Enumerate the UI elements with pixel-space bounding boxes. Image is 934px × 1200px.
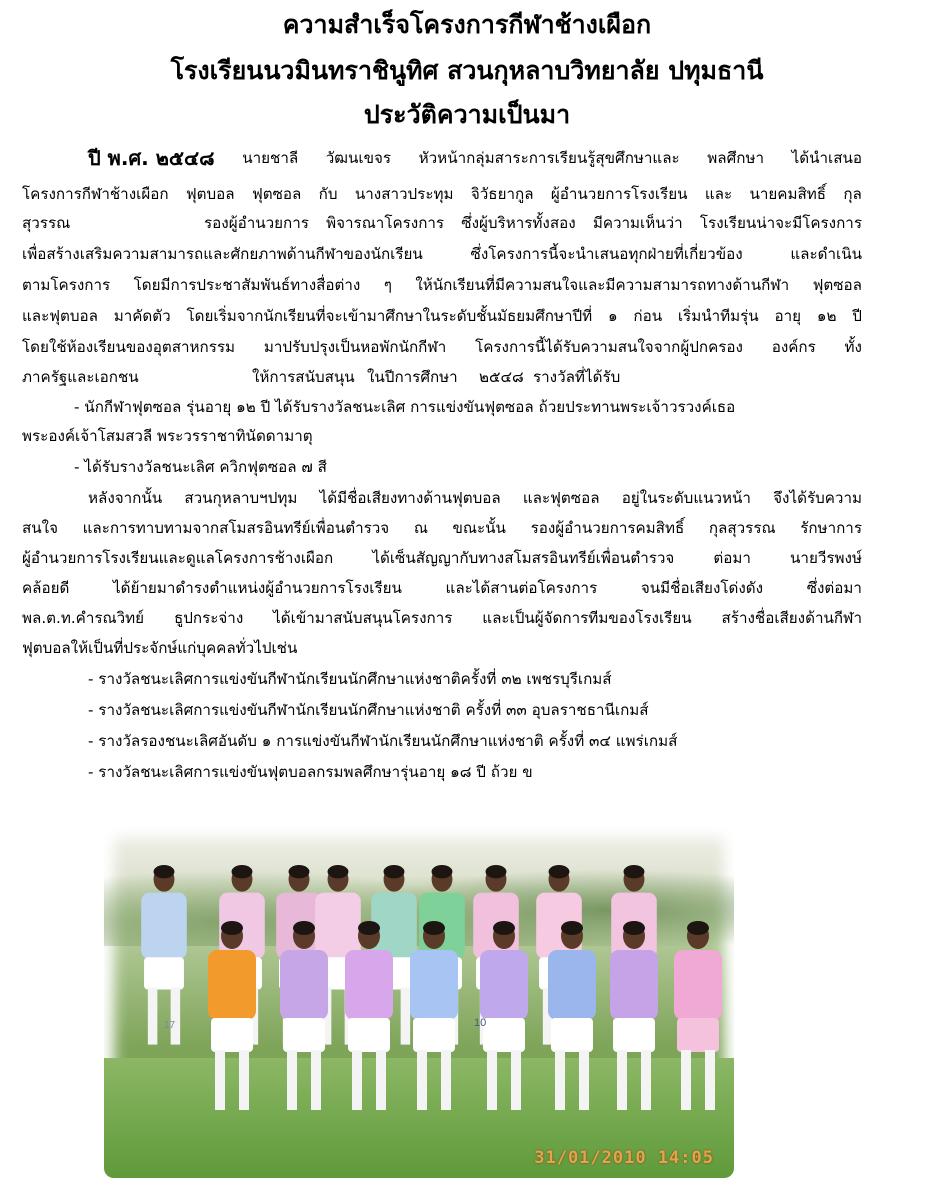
text-word: สร้างชื่อเสียงด้านกีฬา (721, 609, 862, 627)
text-word: มาปรับปรุงเป็นหอพักนักกีฬา (263, 338, 447, 356)
text-word: เริ่มนำทีมรุ่น (677, 307, 759, 325)
text-word: ผู้อำนวยการโรงเรียนและดูแลโครงการช้างเผือก (22, 549, 334, 567)
text-word: กุลสุวรรณ (708, 519, 776, 537)
text-word: ได้ย้ายมาดำรงตำแหน่งผู้อำนวยการโรงเรียน (112, 579, 402, 597)
school-name: โรงเรียนนวมินทราชินูทิศ สวนกุหลาบวิทยาลัย ปทุมธานี (170, 56, 764, 85)
text-word: ตามโครงการ (22, 276, 111, 294)
text-word: โครงการกีฬาช้างเผือก (22, 185, 169, 203)
text-word: หัวหน้ากลุ่มสาระการเรียนรู้สุขศึกษาและ (418, 149, 680, 167)
photo-timestamp: 31/01/2010 14:05 (534, 1148, 714, 1168)
text-word: ๒๕๔๘ (479, 368, 524, 386)
text-word: ก่อน (633, 307, 663, 325)
text-word: และได้สานต่อโครงการ (445, 579, 598, 597)
text-word: จนมีชื่อเสียงโด่งดัง (640, 579, 764, 597)
text-word: ซึ่งโครงการนี้จะนำเสนอทุกฝ่ายที่เกี่ยวข้อง (470, 245, 743, 263)
text-word: ได้เซ็นสัญญากับทางสโมสรอินทรีย์เพื่อนตำรวจ (372, 549, 675, 567)
text-word: สวนกุหลาบฯปทุม (184, 489, 298, 507)
text-word: ธูปกระจ่าง (173, 609, 244, 627)
text-word: โรงเรียนน่าจะมีโครงการ (699, 214, 862, 232)
text-word: ได้นำเสนอ (791, 149, 862, 167)
text-word: คล้อยดี (22, 579, 70, 597)
text-word: ภาครัฐและเอกชน (22, 368, 139, 386)
text-word: ในปีการศึกษา (367, 368, 458, 386)
text-word: ต่อมา (713, 549, 751, 567)
text-word: มาคัดตัว (113, 307, 171, 325)
section-heading: ประวัติความเป็นมา (363, 100, 571, 129)
para2-line (88, 488, 862, 508)
intro-line (22, 306, 862, 326)
intro-line (22, 244, 862, 264)
para2-line (22, 518, 862, 538)
text-word: ฟุตซอล (812, 276, 862, 294)
text-word: ได้เข้ามาสนับสนุนโครงการ (273, 609, 453, 627)
para2-line (22, 578, 862, 598)
text-word: และฟุตบอล (22, 307, 98, 325)
para2-line (22, 548, 862, 568)
text-word: โดยใช้ห้องเรียนของอุตสาหกรรม (22, 338, 236, 356)
text-word: นายคมสิทธิ์ (749, 185, 826, 203)
award-item-continued: พระองค์เจ้าโสมสวลี พระวรราชาทินัดดามาตุ (22, 427, 313, 445)
player-back-row (141, 865, 187, 1045)
text-word: เพื่อสร้างเสริมความสามารถและศักยภาพด้านกีฬาของนักเรียน (22, 245, 423, 263)
text-word: องค์กร (771, 338, 816, 356)
text-word: ๑๒ (816, 307, 837, 325)
text-word: สุวรรณ (22, 214, 71, 232)
text-word: ๑ (607, 307, 618, 325)
text-word: กุล (843, 185, 862, 203)
text-word: รองผู้อำนวยการคมสิทธิ์ (530, 519, 685, 537)
year-label: ปี พ.ศ. ๒๕๔๘ (88, 146, 215, 170)
text-word: ฟุตซอล (251, 185, 302, 203)
players-illustration (104, 826, 734, 1178)
text-word: นายวีรพงษ์ (790, 549, 862, 567)
text-word: ได้มีชื่อเสียงทางด้านฟุตบอล (319, 489, 501, 507)
text-word: โครงการนี้ได้รับความสนใจจากผู้ปกครอง (475, 338, 743, 356)
intro-line (22, 367, 862, 387)
jersey-number: 10 (474, 1017, 487, 1029)
text-word: และฟุตซอล (522, 489, 600, 507)
text-word: ทั้ง (844, 338, 862, 356)
intro-line (22, 184, 862, 204)
text-word: พิจารณาโครงการ (326, 214, 445, 232)
para2-line (22, 608, 862, 628)
award-list-item: - รางวัลชนะเลิศการแข่งขันกีฬานักเรียนนักศึกษาแห่งชาติครั้งที่ ๓๒ เพชรบุรีเกมส์ (88, 670, 612, 688)
text-word: หลังจากนั้น (88, 489, 163, 507)
text-word: สนใจ (22, 519, 58, 537)
team-photo (104, 826, 734, 1178)
text-word: รางวัลที่ได้รับ (533, 368, 621, 386)
text-word: และการทาบทามจากสโมสรอินทรีย์เพื่อนตำรวจ (82, 519, 390, 537)
text-word: และเป็นผู้จัดการทีมของโรงเรียน (482, 609, 692, 627)
text-word: ซึ่งต่อมา (806, 579, 862, 597)
text-word: โดยมีการประชาสัมพันธ์ทางสื่อต่าง (133, 276, 361, 294)
text-word: กับ (318, 185, 338, 203)
text-word: นางสาวประทุม (354, 185, 454, 203)
text-word: ๆ (383, 276, 392, 294)
text-word: อายุ (774, 307, 802, 325)
award-list-item: - รางวัลชนะเลิศการแข่งขันฟุตบอลกรมพลศึกษารุ่นอายุ ๑๘ ปี ถ้วย ข (88, 763, 533, 781)
text-word: ปี (852, 307, 862, 325)
para2-line: ฟุตบอลให้เป็นที่ประจักษ์แก่บุคคลทั่วไปเช่น (22, 639, 298, 657)
text-word: รักษาการ (800, 519, 862, 537)
text-word: และดำเนิน (790, 245, 862, 263)
award-item: - ได้รับรางวัลชนะเลิศ ควิกฟุตซอล ๗ สี (74, 458, 327, 476)
intro-line (22, 337, 862, 357)
intro-line (22, 275, 862, 295)
text-word: จิวัธยากูล (470, 185, 534, 203)
text-word: ให้การสนับสนุน (252, 368, 355, 386)
text-word: อยู่ในระดับแนวหน้า (621, 489, 751, 507)
text-word: จึงได้รับความ (773, 489, 862, 507)
text-word: โดยเริ่มจากนักเรียนที่จะเข้ามาศึกษาในระดับชั้นมัธยมศึกษาปีที่ (186, 307, 593, 325)
player-front-row (674, 921, 722, 1110)
jersey-number: 17 (164, 1020, 176, 1031)
text-word: พล.ต.ท.คำรณวิทย์ (22, 609, 145, 627)
page-title: ความสำเร็จโครงการกีฬาช้างเผือก (282, 10, 652, 39)
text-word: และ (704, 185, 733, 203)
award-item: - นักกีฬาฟุตซอล รุ่นอายุ ๑๒ ปี ได้รับรางวัลชนะเลิศ การแข่งขันฟุตซอล ถ้วยประทานพระเจ้าวรวงค์เธอ (74, 398, 736, 416)
intro-line (88, 148, 862, 168)
text-word: ฟุตบอล (185, 185, 235, 203)
text-word: รองผู้อำนวยการ (204, 214, 309, 232)
award-list-item: - รางวัลรองชนะเลิศอันดับ ๑ การแข่งขันกีฬานักเรียนนักศึกษาแห่งชาติ ครั้งที่ ๓๔ แพร่เกมส์ (88, 732, 678, 750)
text-word: ให้นักเรียนที่มีความสนใจและมีความสามารถทางด้านกีฬา (415, 276, 790, 294)
text-word: นายชาลี (242, 149, 299, 167)
award-list-item: - รางวัลชนะเลิศการแข่งขันกีฬานักเรียนนักศึกษาแห่งชาติ ครั้งที่ ๓๓ อุบลราชธานีเกมส์ (88, 701, 649, 719)
text-word: ซึ่งผู้บริหารทั้งสอง (461, 214, 576, 232)
intro-line (22, 213, 862, 233)
text-word: ขณะนั้น (452, 519, 506, 537)
text-word: มีความเห็นว่า (592, 214, 683, 232)
text-word: ผู้อำนวยการโรงเรียน (550, 185, 688, 203)
text-word: ณ (413, 519, 428, 537)
text-word: พลศึกษา (707, 149, 764, 167)
text-word: วัฒนเขจร (325, 149, 392, 167)
